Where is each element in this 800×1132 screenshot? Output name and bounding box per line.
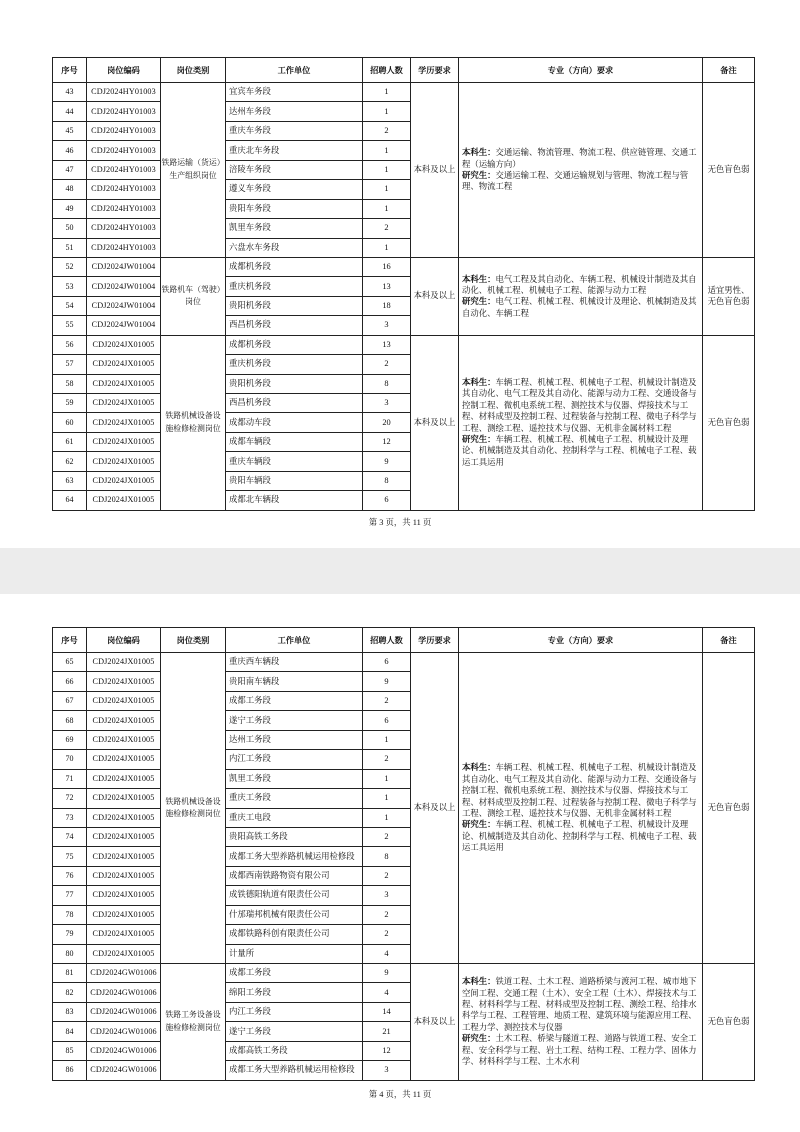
row-number: 51 <box>53 238 87 257</box>
work-unit: 遂宁工务段 <box>226 711 363 730</box>
category-line: 铁路机械设备设 <box>165 411 221 421</box>
position-code: CDJ2024JX01005 <box>87 847 161 866</box>
row-number: 44 <box>53 102 87 121</box>
position-code: CDJ2024JX01005 <box>87 730 161 749</box>
remark: 适宜男性、无色盲色弱 <box>703 257 755 335</box>
remark: 无色盲色弱 <box>703 964 755 1081</box>
position-code: CDJ2024JX01005 <box>87 711 161 730</box>
position-code: CDJ2024HY01003 <box>87 121 161 140</box>
work-unit: 重庆车辆段 <box>226 452 363 471</box>
col-header-no: 序号 <box>53 628 87 653</box>
document-page-3 <box>0 0 800 548</box>
row-number: 61 <box>53 432 87 451</box>
undergrad-label: 本科生： <box>462 274 496 284</box>
position-code: CDJ2024JX01005 <box>87 452 161 471</box>
work-unit: 成都机务段 <box>226 257 363 276</box>
position-code: CDJ2024JX01005 <box>87 335 161 354</box>
grad-label: 研究生： <box>462 297 496 307</box>
grad-requirement <box>462 819 699 853</box>
table-body <box>53 83 755 511</box>
hiring-count: 1 <box>363 199 411 218</box>
hiring-count: 8 <box>363 471 411 490</box>
row-number: 80 <box>53 944 87 963</box>
category-line: 施检修检测岗位 <box>165 423 221 433</box>
row-number: 74 <box>53 827 87 846</box>
work-unit: 成都北车辆段 <box>226 491 363 510</box>
col-header-category: 岗位类别 <box>161 58 226 83</box>
position-code: CDJ2024JX01005 <box>87 653 161 672</box>
hiring-count: 2 <box>363 750 411 769</box>
work-unit: 贵阳车务段 <box>226 199 363 218</box>
remark: 无色盲色弱 <box>703 83 755 258</box>
grad-requirement <box>462 296 699 319</box>
work-unit: 宜宾车务段 <box>226 83 363 102</box>
row-number: 43 <box>53 83 87 102</box>
position-code: CDJ2024JX01005 <box>87 355 161 374</box>
table-header-row <box>53 58 755 83</box>
work-unit: 贵阳机务段 <box>226 296 363 315</box>
row-number: 69 <box>53 730 87 749</box>
row-number: 67 <box>53 691 87 710</box>
row-number: 82 <box>53 983 87 1002</box>
position-code: CDJ2024JX01005 <box>87 905 161 924</box>
row-number: 55 <box>53 316 87 335</box>
col-header-category: 岗位类别 <box>161 628 226 653</box>
position-code: CDJ2024JX01005 <box>87 827 161 846</box>
work-unit: 重庆机务段 <box>226 277 363 296</box>
hiring-count: 16 <box>363 257 411 276</box>
row-number: 59 <box>53 394 87 413</box>
hiring-count: 20 <box>363 413 411 432</box>
work-unit: 贵阳车辆段 <box>226 471 363 490</box>
education-requirement: 本科及以上 <box>411 335 459 510</box>
col-header-count: 招聘人数 <box>363 628 411 653</box>
position-code: CDJ2024GW01006 <box>87 1002 161 1021</box>
position-code: CDJ2024HY01003 <box>87 238 161 257</box>
hiring-count: 6 <box>363 653 411 672</box>
row-number: 48 <box>53 180 87 199</box>
grad-requirement <box>462 1033 699 1067</box>
row-number: 84 <box>53 1022 87 1041</box>
table-header-row <box>53 628 755 653</box>
hiring-count: 14 <box>363 1002 411 1021</box>
hiring-count: 1 <box>363 808 411 827</box>
work-unit: 成都工务大型养路机械运用检修段 <box>226 847 363 866</box>
col-header-count: 招聘人数 <box>363 58 411 83</box>
work-unit: 成铁德阳轨道有限责任公司 <box>226 886 363 905</box>
hiring-count: 4 <box>363 944 411 963</box>
hiring-count: 2 <box>363 219 411 238</box>
position-code: CDJ2024GW01006 <box>87 1022 161 1041</box>
education-requirement: 本科及以上 <box>411 83 459 258</box>
position-code: CDJ2024HY01003 <box>87 83 161 102</box>
hiring-count: 2 <box>363 866 411 885</box>
work-unit: 六盘水车务段 <box>226 238 363 257</box>
position-code: CDJ2024HY01003 <box>87 219 161 238</box>
table-body <box>53 653 755 1081</box>
position-code: CDJ2024JX01005 <box>87 886 161 905</box>
row-number: 72 <box>53 789 87 808</box>
hiring-count: 6 <box>363 491 411 510</box>
row-number: 83 <box>53 1002 87 1021</box>
work-unit: 重庆工务段 <box>226 789 363 808</box>
grad-label: 研究生： <box>462 820 496 830</box>
row-number: 86 <box>53 1061 87 1080</box>
position-code: CDJ2024JX01005 <box>87 944 161 963</box>
table-row <box>53 964 755 983</box>
work-unit: 贵阳高铁工务段 <box>226 827 363 846</box>
category-line: 施检修检测岗位 <box>165 809 221 818</box>
work-unit: 成都高铁工务段 <box>226 1041 363 1060</box>
work-unit: 遂宁工务段 <box>226 1022 363 1041</box>
undergrad-majors: 车辆工程、机械工程、机械电子工程、机械设计制造及其自动化、电气工程及其自动化、能源与动力工程、交通设备与控制工程、微机电系统工程、测控技术与仪器、焊接技术与工程、材料成型及控制工程、过程装备与控制工程、微电子科学与工程、测绘工程、遥控技术与仪器、无机非金属材料工程 <box>462 378 697 433</box>
grad-label: 研究生： <box>462 170 496 180</box>
position-code: CDJ2024JX01005 <box>87 394 161 413</box>
hiring-count: 1 <box>363 238 411 257</box>
position-category <box>161 257 226 335</box>
page-footer: 第 3 页，共 11 页 <box>368 518 432 527</box>
hiring-count: 8 <box>363 374 411 393</box>
hiring-count: 1 <box>363 730 411 749</box>
row-number: 53 <box>53 277 87 296</box>
hiring-count: 9 <box>363 672 411 691</box>
work-unit: 绵阳工务段 <box>226 983 363 1002</box>
row-number: 52 <box>53 257 87 276</box>
hiring-count: 1 <box>363 160 411 179</box>
row-number: 56 <box>53 335 87 354</box>
hiring-count: 12 <box>363 1041 411 1060</box>
position-code: CDJ2024JW01004 <box>87 316 161 335</box>
category-line: 铁路机车（驾驶） <box>161 284 225 294</box>
undergrad-requirement <box>462 377 699 434</box>
work-unit: 成都工务大型养路机械运用检修段 <box>226 1061 363 1080</box>
grad-label: 研究生： <box>462 435 496 445</box>
row-number: 49 <box>53 199 87 218</box>
recruitment-table <box>52 57 755 511</box>
row-number: 85 <box>53 1041 87 1060</box>
row-number: 75 <box>53 847 87 866</box>
work-unit: 涪陵车务段 <box>226 160 363 179</box>
position-code: CDJ2024JX01005 <box>87 808 161 827</box>
major-requirement <box>459 83 703 258</box>
position-code: CDJ2024JX01005 <box>87 789 161 808</box>
hiring-count: 13 <box>363 277 411 296</box>
position-category <box>161 83 226 258</box>
col-header-education: 学历要求 <box>411 628 459 653</box>
row-number: 71 <box>53 769 87 788</box>
position-code: CDJ2024GW01006 <box>87 964 161 983</box>
grad-majors: 电气工程、机械工程、机械设计及理论、机械制造及其自动化、车辆工程 <box>462 297 697 318</box>
position-code: CDJ2024JW01004 <box>87 296 161 315</box>
col-header-code: 岗位编码 <box>87 58 161 83</box>
grad-requirement <box>462 170 699 193</box>
work-unit: 西昌机务段 <box>226 394 363 413</box>
major-requirement <box>459 964 703 1081</box>
row-number: 45 <box>53 121 87 140</box>
hiring-count: 1 <box>363 102 411 121</box>
hiring-count: 2 <box>363 925 411 944</box>
work-unit: 成都西南铁路物资有限公司 <box>226 866 363 885</box>
row-number: 65 <box>53 653 87 672</box>
position-code: CDJ2024JX01005 <box>87 672 161 691</box>
col-header-unit: 工作单位 <box>226 628 363 653</box>
position-code: CDJ2024JX01005 <box>87 769 161 788</box>
row-number: 73 <box>53 808 87 827</box>
category-line: 施检修检测岗位 <box>165 1022 221 1032</box>
hiring-count: 1 <box>363 769 411 788</box>
hiring-count: 2 <box>363 355 411 374</box>
row-number: 58 <box>53 374 87 393</box>
position-code: CDJ2024JX01005 <box>87 432 161 451</box>
work-unit: 凯里车务段 <box>226 219 363 238</box>
hiring-count: 2 <box>363 691 411 710</box>
category-line: 岗位 <box>185 297 201 307</box>
col-header-code: 岗位编码 <box>87 628 161 653</box>
position-code: CDJ2024GW01006 <box>87 1041 161 1060</box>
table-row <box>53 257 755 276</box>
hiring-count: 2 <box>363 121 411 140</box>
row-number: 66 <box>53 672 87 691</box>
row-number: 70 <box>53 750 87 769</box>
position-code: CDJ2024HY01003 <box>87 141 161 160</box>
hiring-count: 3 <box>363 316 411 335</box>
education-requirement: 本科及以上 <box>411 653 459 964</box>
work-unit: 重庆西车辆段 <box>226 653 363 672</box>
row-number: 81 <box>53 964 87 983</box>
grad-majors: 车辆工程、机械工程、机械电子工程、机械设计及理论、机械制造及其自动化、控制科学与工程、机械电子工程、载运工具运用 <box>462 820 697 853</box>
col-header-major: 专业（方向）要求 <box>459 628 703 653</box>
recruitment-table <box>52 627 755 1081</box>
undergrad-label: 本科生： <box>462 378 496 388</box>
position-category <box>161 653 226 964</box>
hiring-count: 18 <box>363 296 411 315</box>
row-number: 46 <box>53 141 87 160</box>
category-line: 生产组织岗位 <box>169 170 217 180</box>
hiring-count: 4 <box>363 983 411 1002</box>
position-code: CDJ2024HY01003 <box>87 160 161 179</box>
hiring-count: 2 <box>363 827 411 846</box>
position-code: CDJ2024GW01006 <box>87 983 161 1002</box>
position-code: CDJ2024JX01005 <box>87 691 161 710</box>
undergrad-majors: 铁道工程、土木工程、道路桥梁与渡河工程、城市地下空间工程、交通工程（土木）、安全工程（土木）、焊接技术与工程、材料科学与工程、材料成型及控制工程、测绘工程、给排水科学与工程、工程管理、地质工程、建筑环境与能源应用工程、工程力学、测控技术与仪器 <box>462 977 697 1032</box>
work-unit: 内江工务段 <box>226 1002 363 1021</box>
row-number: 57 <box>53 355 87 374</box>
row-number: 50 <box>53 219 87 238</box>
undergrad-requirement <box>462 147 699 170</box>
position-code: CDJ2024JX01005 <box>87 413 161 432</box>
hiring-count: 9 <box>363 964 411 983</box>
work-unit: 贵阳机务段 <box>226 374 363 393</box>
position-code: CDJ2024JW01004 <box>87 277 161 296</box>
work-unit: 成都机务段 <box>226 335 363 354</box>
hiring-count: 12 <box>363 432 411 451</box>
grad-majors: 交通运输工程、交通运输规划与管理、物流工程与管理、物流工程 <box>462 170 689 192</box>
position-code: CDJ2024JX01005 <box>87 471 161 490</box>
education-requirement: 本科及以上 <box>411 257 459 335</box>
hiring-count: 1 <box>363 83 411 102</box>
major-requirement <box>459 257 703 335</box>
work-unit: 重庆工电段 <box>226 808 363 827</box>
col-header-note: 备注 <box>703 628 755 653</box>
position-code: CDJ2024JX01005 <box>87 491 161 510</box>
row-number: 63 <box>53 471 87 490</box>
row-number: 54 <box>53 296 87 315</box>
row-number: 60 <box>53 413 87 432</box>
undergrad-requirement <box>462 762 699 819</box>
row-number: 78 <box>53 905 87 924</box>
position-code: CDJ2024JX01005 <box>87 925 161 944</box>
position-category <box>161 964 226 1081</box>
major-requirement <box>459 653 703 964</box>
undergrad-majors: 电气工程及其自动化、车辆工程、机械设计制造及其自动化、机械工程、机械电子工程、能源与动力工程 <box>462 274 697 295</box>
undergrad-label: 本科生： <box>462 763 496 773</box>
hiring-count: 3 <box>363 886 411 905</box>
remark: 无色盲色弱 <box>703 653 755 964</box>
undergrad-requirement <box>462 274 699 297</box>
document-page-4 <box>0 594 800 1132</box>
col-header-note: 备注 <box>703 58 755 83</box>
grad-majors: 土木工程、桥梁与隧道工程、道路与铁道工程、安全工程、安全科学与工程、岩土工程、结构工程、工程力学、固体力学、材料科学与工程、土木水利 <box>462 1034 697 1067</box>
undergrad-label: 本科生： <box>462 148 496 158</box>
work-unit: 遵义车务段 <box>226 180 363 199</box>
work-unit: 成都工务段 <box>226 691 363 710</box>
work-unit: 重庆北车务段 <box>226 141 363 160</box>
hiring-count: 3 <box>363 1061 411 1080</box>
table-row <box>53 653 755 672</box>
remark: 无色盲色弱 <box>703 335 755 510</box>
work-unit: 成都铁路科创有限责任公司 <box>226 925 363 944</box>
work-unit: 重庆车务段 <box>226 121 363 140</box>
col-header-no: 序号 <box>53 58 87 83</box>
row-number: 64 <box>53 491 87 510</box>
work-unit: 凯里工务段 <box>226 769 363 788</box>
page-footer: 第 4 页，共 11 页 <box>368 1090 432 1099</box>
hiring-count: 6 <box>363 711 411 730</box>
work-unit: 计量所 <box>226 944 363 963</box>
hiring-count: 1 <box>363 180 411 199</box>
position-code: CDJ2024JX01005 <box>87 374 161 393</box>
hiring-count: 8 <box>363 847 411 866</box>
col-header-unit: 工作单位 <box>226 58 363 83</box>
position-code: CDJ2024JW01004 <box>87 257 161 276</box>
position-code: CDJ2024HY01003 <box>87 199 161 218</box>
hiring-count: 1 <box>363 141 411 160</box>
row-number: 47 <box>53 160 87 179</box>
table-row <box>53 335 755 354</box>
hiring-count: 2 <box>363 905 411 924</box>
hiring-count: 21 <box>363 1022 411 1041</box>
work-unit: 西昌机务段 <box>226 316 363 335</box>
education-requirement: 本科及以上 <box>411 964 459 1081</box>
work-unit: 成都工务段 <box>226 964 363 983</box>
work-unit: 达州车务段 <box>226 102 363 121</box>
hiring-count: 1 <box>363 789 411 808</box>
grad-label: 研究生： <box>462 1034 496 1044</box>
work-unit: 达州工务段 <box>226 730 363 749</box>
col-header-education: 学历要求 <box>411 58 459 83</box>
hiring-count: 3 <box>363 394 411 413</box>
row-number: 77 <box>53 886 87 905</box>
table-row <box>53 83 755 102</box>
work-unit: 成都车辆段 <box>226 432 363 451</box>
work-unit: 成都动车段 <box>226 413 363 432</box>
grad-requirement <box>462 434 699 468</box>
grad-majors: 车辆工程、机械工程、机械电子工程、机械设计及理论、机械制造及其自动化、控制科学与工程、机械电子工程、载运工具运用 <box>462 435 697 467</box>
position-code: CDJ2024JX01005 <box>87 750 161 769</box>
work-unit: 贵阳南车辆段 <box>226 672 363 691</box>
undergrad-requirement <box>462 976 699 1033</box>
undergrad-majors: 车辆工程、机械工程、机械电子工程、机械设计制造及其自动化、电气工程及其自动化、能源与动力工程、交通设备与控制工程、微机电系统工程、测控技术与仪器、焊接技术与工程、材料成型及控制工程、过程装备与控制工程、微电子科学与工程、测绘工程、遥控技术与仪器、无机非金属材料工程 <box>462 763 697 818</box>
undergrad-label: 本科生： <box>462 977 496 987</box>
undergrad-majors: 交通运输、物流管理、物流工程、供应链管理、交通工程（运输方向） <box>462 148 697 169</box>
position-category <box>161 335 226 510</box>
major-requirement <box>459 335 703 510</box>
col-header-major: 专业（方向）要求 <box>459 58 703 83</box>
work-unit: 内江工务段 <box>226 750 363 769</box>
position-code: CDJ2024HY01003 <box>87 180 161 199</box>
position-code: CDJ2024HY01003 <box>87 102 161 121</box>
category-line: 铁路机械设备设 <box>165 796 221 806</box>
work-unit: 重庆机务段 <box>226 355 363 374</box>
row-number: 79 <box>53 925 87 944</box>
row-number: 76 <box>53 866 87 885</box>
work-unit: 什邡瑞邦机械有限责任公司 <box>226 905 363 924</box>
hiring-count: 13 <box>363 335 411 354</box>
category-line: 铁路工务设备设 <box>165 1010 221 1020</box>
position-code: CDJ2024JX01005 <box>87 866 161 885</box>
row-number: 68 <box>53 711 87 730</box>
hiring-count: 9 <box>363 452 411 471</box>
category-line: 铁路运输（货运） <box>161 158 225 168</box>
row-number: 62 <box>53 452 87 471</box>
position-code: CDJ2024GW01006 <box>87 1061 161 1080</box>
